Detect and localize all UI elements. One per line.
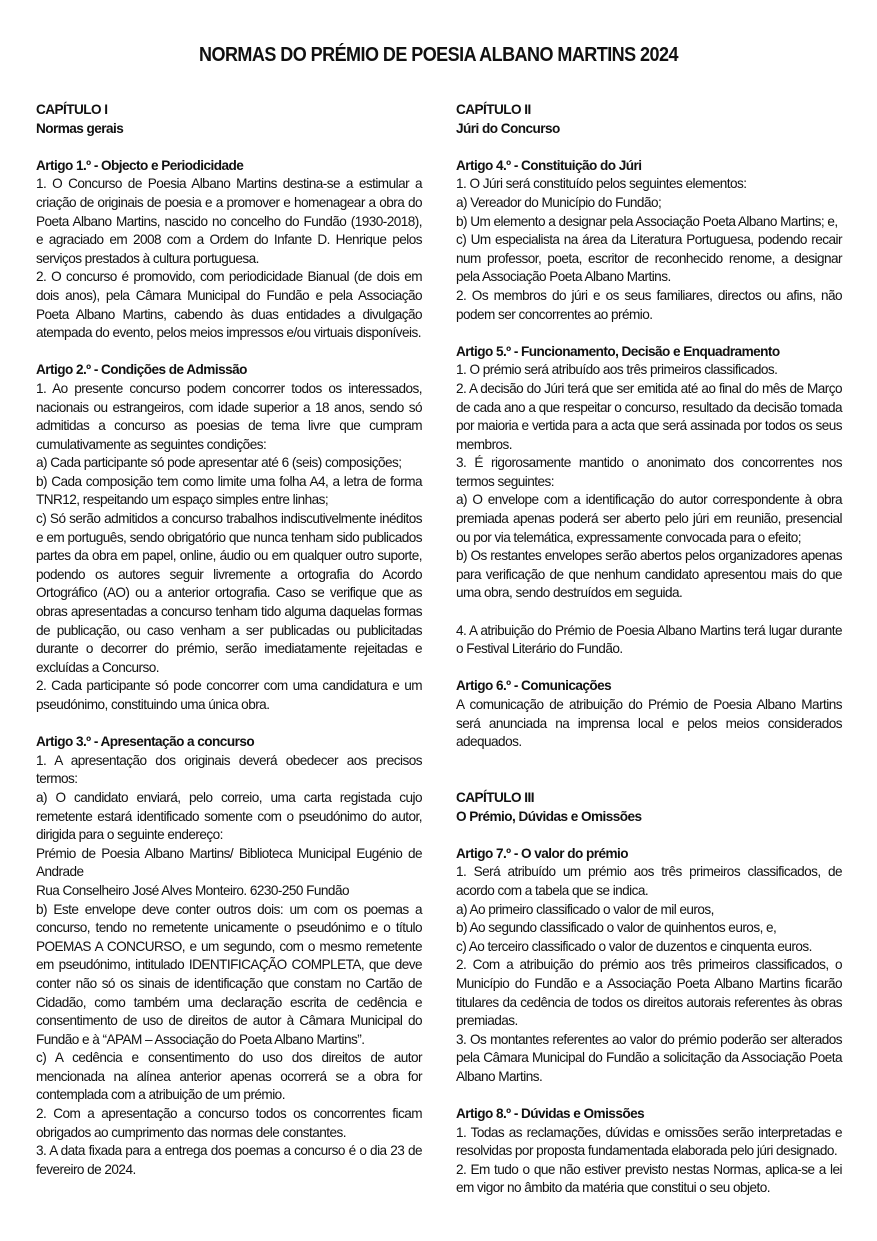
paragraph: 3. A data fixada para a entrega dos poemas a concurso é o dia 23 de fevereiro de 2024.	[36, 1143, 422, 1177]
page-title: NORMAS DO PRÉMIO DE POESIA ALBANO MARTINS 2024	[199, 44, 678, 66]
paragraph: 2. Cada participante só pode concorrer com uma candidatura e um pseudónimo, constituindo uma única obra.	[36, 678, 422, 712]
chapter-3-heading	[456, 789, 842, 826]
paragraph: A comunicação de atribuição do Prémio de Poesia Albano Martins será anunciada na imprensa local e pelos meios considerados adequados.	[456, 697, 842, 750]
paragraph: 1. A apresentação dos originais deverá obedecer aos precisos termos:	[36, 752, 422, 787]
paragraph: 2. A decisão do Júri terá que ser emitida até ao final do mês de Março de cada ano a que respeitar o concurso, resultado da decisão tomada por maioria e vertida para a acta que será assinada por todos os seus membros.	[456, 380, 842, 452]
chapter-name: Júri do Concurso	[456, 120, 560, 136]
left-column	[36, 101, 422, 1198]
paragraph: b) Um elemento a designar pela Associação Poeta Albano Martins; e,	[456, 213, 838, 229]
spacer	[456, 770, 842, 789]
paragraph: c) Um especialista na área da Literatura Portuguesa, podendo recair num professor, poeta, escritor de reconhecido renome, a designar pela Associação Poeta Albano Martins.	[456, 232, 842, 285]
paragraph: c) A cedência e consentimento do uso dos direitos de autor mencionada na alínea anterior apenas ocorrerá se a obra for contemplada com a atribuição de um prémio.	[36, 1050, 422, 1103]
paragraph: 1. O prémio será atribuído aos três primeiros classificados.	[456, 362, 778, 378]
paragraph: a) Cada participante só pode apresentar até 6 (seis) composições;	[36, 455, 402, 471]
address-line: Prémio de Poesia Albano Martins/ Biblioteca Municipal Eugénio de Andrade	[36, 845, 422, 880]
chapter-number: CAPÍTULO III	[456, 789, 534, 805]
paragraph: b) Cada composição tem como limite uma folha A4, a letra de forma TNR12, respeitando um espaço simples entre linhas;	[36, 473, 422, 508]
paragraph: a) Ao primeiro classificado o valor de mil euros,	[456, 901, 714, 917]
paragraph: a) O envelope com a identificação do autor correspondente à obra premiada apenas poderá ser aberto pelo júri em reunião, presencial ou por via telemática, expressamente convocada para o efeito;	[456, 492, 842, 545]
paragraph: 2. Os membros do júri e os seus familiares, directos ou afins, não podem ser concorrentes ao prémio.	[456, 287, 842, 322]
paragraph: 3. Os montantes referentes ao valor do prémio poderão ser alterados pela Câmara Municipal do Fundão a solicitação da Associação Poeta Albano Martins.	[456, 1031, 842, 1084]
chapter-number: CAPÍTULO II	[456, 102, 531, 117]
article-2	[36, 361, 422, 714]
article-3	[36, 733, 422, 1179]
paragraph: 1. Será atribuído um prémio aos três primeiros classificados, de acordo com a tabela que se indica.	[456, 864, 842, 898]
chapter-1-heading	[36, 101, 422, 138]
paragraph: c) Só serão admitidos a concurso trabalhos indiscutivelmente inéditos e em português, sendo obrigatório que nunca tenham sido publicados partes da obra em papel, online, áudio ou em qualquer outro suporte, podendo os autores seguir livremente a ortografia do Acordo Ortográfico (AO) ou a anterior ortografia. Caso se verifique que as obras apresentadas a concurso tenham tido alguma daquelas formas de publicação, ou caso venham a ser publicadas ou publicitadas durante o decorrer do prémio, serão imediatamente rejeitadas e excluídas a Concurso.	[36, 511, 422, 675]
article-title: Artigo 6.º - Comunicações	[456, 678, 612, 694]
article-4	[456, 157, 842, 324]
article-6	[456, 677, 842, 751]
paragraph: b) Este envelope deve conter outros dois: um com os poemas a concurso, tendo no remetente unicamente o pseudónimo e o título POEMAS A CONCURSO, e um segundo, com o mesmo remetente em pseudónimo, intitulado IDENTIFICAÇÃO COMPLETA, que deve conter não só os sinais de identificação que constam no Cartão de Cidadão, como também uma declaração escrita de cedência e consentimento de uso de direitos de autor à Câmara Municipal do Fundão e à “APAM – Associação do Poeta Albano Martins”.	[36, 901, 422, 1047]
article-title: Artigo 4.º - Constituição do Júri	[456, 157, 642, 173]
article-title: Artigo 7.º - O valor do prémio	[456, 845, 629, 861]
chapter-number: CAPÍTULO I	[36, 102, 108, 117]
paragraph: 1. O Concurso de Poesia Albano Martins destina-se a estimular a criação de originais de poesia e a promover e homenagear a obra do Poeta Albano Martins, nascido no concelho do Fundão (1930-2018), e agraciado em 2008 com a Ordem do Infante D. Henrique pelos serviços prestados à cultura portuguesa.	[36, 176, 422, 266]
chapter-name: Normas gerais	[36, 120, 124, 136]
chapter-2-heading	[456, 101, 842, 138]
chapter-name: O Prémio, Dúvidas e Omissões	[456, 808, 642, 824]
paragraph: 2. Com a atribuição do prémio aos três primeiros classificados, o Município do Fundão e a Associação Poeta Albano Martins ficarão titulares da cedência de todos os direitos autorais referentes às obras premiadas.	[456, 957, 842, 1029]
article-title: Artigo 5.º - Funcionamento, Decisão e Enquadramento	[456, 343, 780, 359]
article-5	[456, 343, 842, 659]
paragraph: a) Vereador do Município do Fundão;	[456, 194, 662, 210]
address-line: Rua Conselheiro José Alves Monteiro. 6230-250 Fundão	[36, 882, 349, 898]
article-title: Artigo 1.º - Objecto e Periodicidade	[36, 157, 244, 173]
paragraph: 1. Todas as reclamações, dúvidas e omissões serão interpretadas e resolvidas por proposta fundamentada elaborada pelo júri designado.	[456, 1124, 842, 1159]
paragraph: 2. Com a apresentação a concurso todos os concorrentes ficam obrigados ao cumprimento das normas dele constantes.	[36, 1106, 422, 1140]
article-title: Artigo 8.º - Dúvidas e Omissões	[456, 1106, 645, 1122]
article-title: Artigo 2.º - Condições de Admissão	[36, 362, 247, 378]
article-8	[456, 1105, 842, 1198]
spacer	[456, 603, 842, 622]
paragraph: c) Ao terceiro classificado o valor de duzentos e cinquenta euros.	[456, 938, 812, 954]
paragraph: 1. Ao presente concurso podem concorrer todos os interessados, nacionais ou estrangeiros, com idade superior a 18 anos, sendo só admitidas a concurso as poesias de tema livre que cumpram cumulativamente as seguintes condições:	[36, 380, 422, 452]
paragraph: 3. É rigorosamente mantido o anonimato dos concorrentes nos termos seguintes:	[456, 455, 842, 489]
paragraph: 2. Em tudo o que não estiver previsto nestas Normas, aplica-se a lei em vigor no âmbito da matéria que constitui o seu objeto.	[456, 1161, 842, 1196]
right-column	[456, 101, 842, 1217]
article-title: Artigo 3.º - Apresentação a concurso	[36, 734, 255, 750]
paragraph: 1. O Júri será constituído pelos seguintes elementos:	[456, 176, 747, 192]
article-1	[36, 157, 422, 343]
article-7	[456, 845, 842, 1087]
paragraph: b) Os restantes envelopes serão abertos pelos organizadores apenas para verificação de que nenhum candidato apresentou mais do que uma obra, sendo destruídos em seguida.	[456, 548, 842, 601]
paragraph: 2. O concurso é promovido, com periodicidade Bianual (de dois em dois anos), pela Câmara Municipal do Fundão e pela Associação Poeta Albano Martins, cabendo às duas entidades a divulgação atempada do evento, pelos meios impressos e/ou virtuais disponíveis.	[36, 269, 422, 341]
paragraph: 4. A atribuição do Prémio de Poesia Albano Martins terá lugar durante o Festival Literário do Fundão.	[456, 622, 842, 657]
paragraph: a) O candidato enviará, pelo correio, uma carta registada cujo remetente estará identificado somente com o pseudónimo do autor, dirigida para o seguinte endereço:	[36, 789, 422, 843]
paragraph: b) Ao segundo classificado o valor de quinhentos euros, e,	[456, 920, 777, 936]
